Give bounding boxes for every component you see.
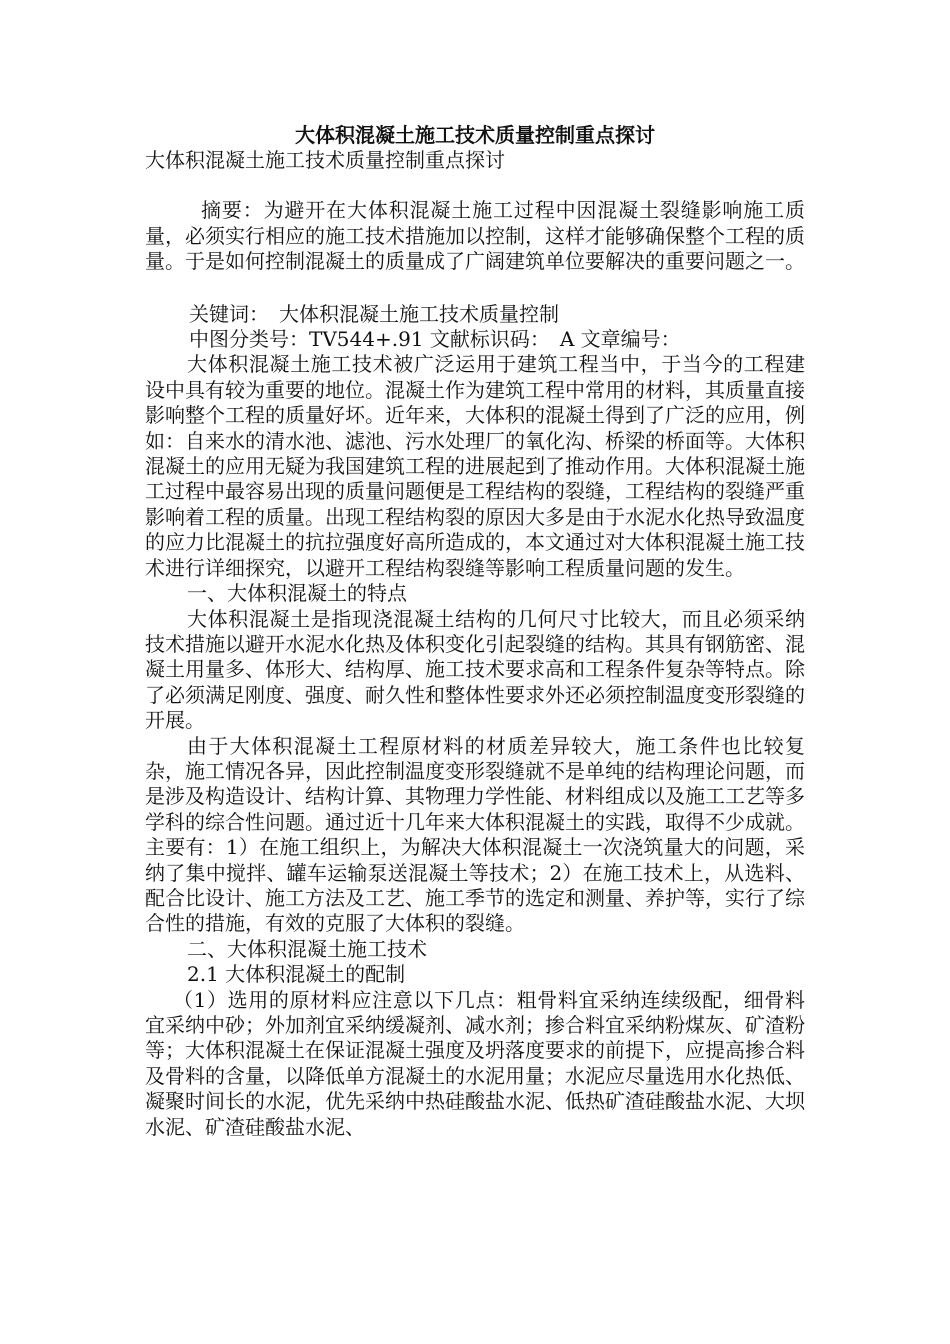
section-2-1-heading: 2.1 大体积混凝土的配制	[187, 962, 406, 987]
keywords-line: 关键词： 大体积混凝土施工技术质量控制	[189, 301, 559, 326]
section-2-heading: 二、大体积混凝土施工技术	[187, 936, 427, 961]
section-1-paragraph-2: 由于大体积混凝土工程原材料的材质差异较大，施工条件也比较复杂，施工情况各异，因此控制温度变形裂缝就不是单纯的结构理论问题，而是涉及构造设计、结构计算、其物理力学性能、材料组成以及施工工艺等多学科的综合性问题。通过近十几年来大体积混凝土的实践，取得不少成就。主要有：1）在施工组织上，为解决大体积混凝土一次浇筑量大的问题，采纳了集中搅拌、罐车运输泵送混凝土等技术；2）在施工技术上，从选料、配合比设计、施工方法及工艺、施工季节的选定和测量、养护等，实行了综合性的措施，有效的克服了大体积的裂缝。	[145, 733, 805, 936]
section-2-1-paragraph: （1）选用的原材料应注意以下几点：粗骨料宜采纳连续级配，细骨料宜采纳中砂；外加剂宜采纳缓凝剂、减水剂；掺合料宜采纳粉煤灰、矿渣粉等；大体积混凝土在保证混凝土强度及坍落度要求的前提下，应提高掺合料及骨料的含量，以降低单方混凝土的水泥用量；水泥应尽量选用水化热低、凝聚时间长的水泥，优先采纳中热硅酸盐水泥、低热矿渣硅酸盐水泥、大坝水泥、矿渣硅酸盐水泥、	[145, 987, 805, 1139]
document-subtitle: 大体积混凝土施工技术质量控制重点探讨	[145, 148, 505, 172]
section-1-heading: 一、大体积混凝土的特点	[187, 581, 407, 606]
abstract-paragraph: 摘要：为避开在大体积混凝土施工过程中因混凝土裂缝影响施工质量，必须实行相应的施工技术措施加以控制，这样才能够确保整个工程的质量。于是如何控制混凝土的质量成了广阔建筑单位要解决的重要问题之一。	[145, 198, 805, 274]
document-page	[145, 122, 805, 1140]
spacer	[145, 173, 805, 198]
intro-paragraph: 大体积混凝土施工技术被广泛运用于建筑工程当中，于当今的工程建设中具有较为重要的地位。混凝土作为建筑工程中常用的材料，其质量直接影响整个工程的质量好坏。近年来，大体积的混凝土得到了广泛的应用，例如：自来水的清水池、滤池、污水处理厂的氧化沟、桥梁的桥面等。大体积混凝土的应用无疑为我国建筑工程的进展起到了推动作用。大体积混凝土施工过程中最容易出现的质量问题便是工程结构的裂缝，工程结构的裂缝严重影响着工程的质量。出现工程结构裂的原因大多是由于水泥水化热导致温度的应力比混凝土的抗拉强度好高所造成的，本文通过对大体积混凝土施工技术进行详细探究，以避开工程结构裂缝等影响工程质量问题的发生。	[145, 352, 805, 580]
document-title: 大体积混凝土施工技术质量控制重点探讨	[295, 123, 655, 147]
section-1-paragraph-1: 大体积混凝土是指现浇混凝土结构的几何尺寸比较大，而且必须采纳技术措施以避开水泥水化热及体积变化引起裂缝的结构。其具有钢筋密、混凝土用量多、体形大、结构厚、施工技术要求高和工程条件复杂等特点。除了必须满足刚度、强度、耐久性和整体性要求外还必须控制温度变形裂缝的开展。	[145, 606, 805, 733]
spacer	[145, 275, 805, 302]
classification-line: 中图分类号：TV544+.91 文献标识码： A 文章编号：	[189, 327, 681, 352]
